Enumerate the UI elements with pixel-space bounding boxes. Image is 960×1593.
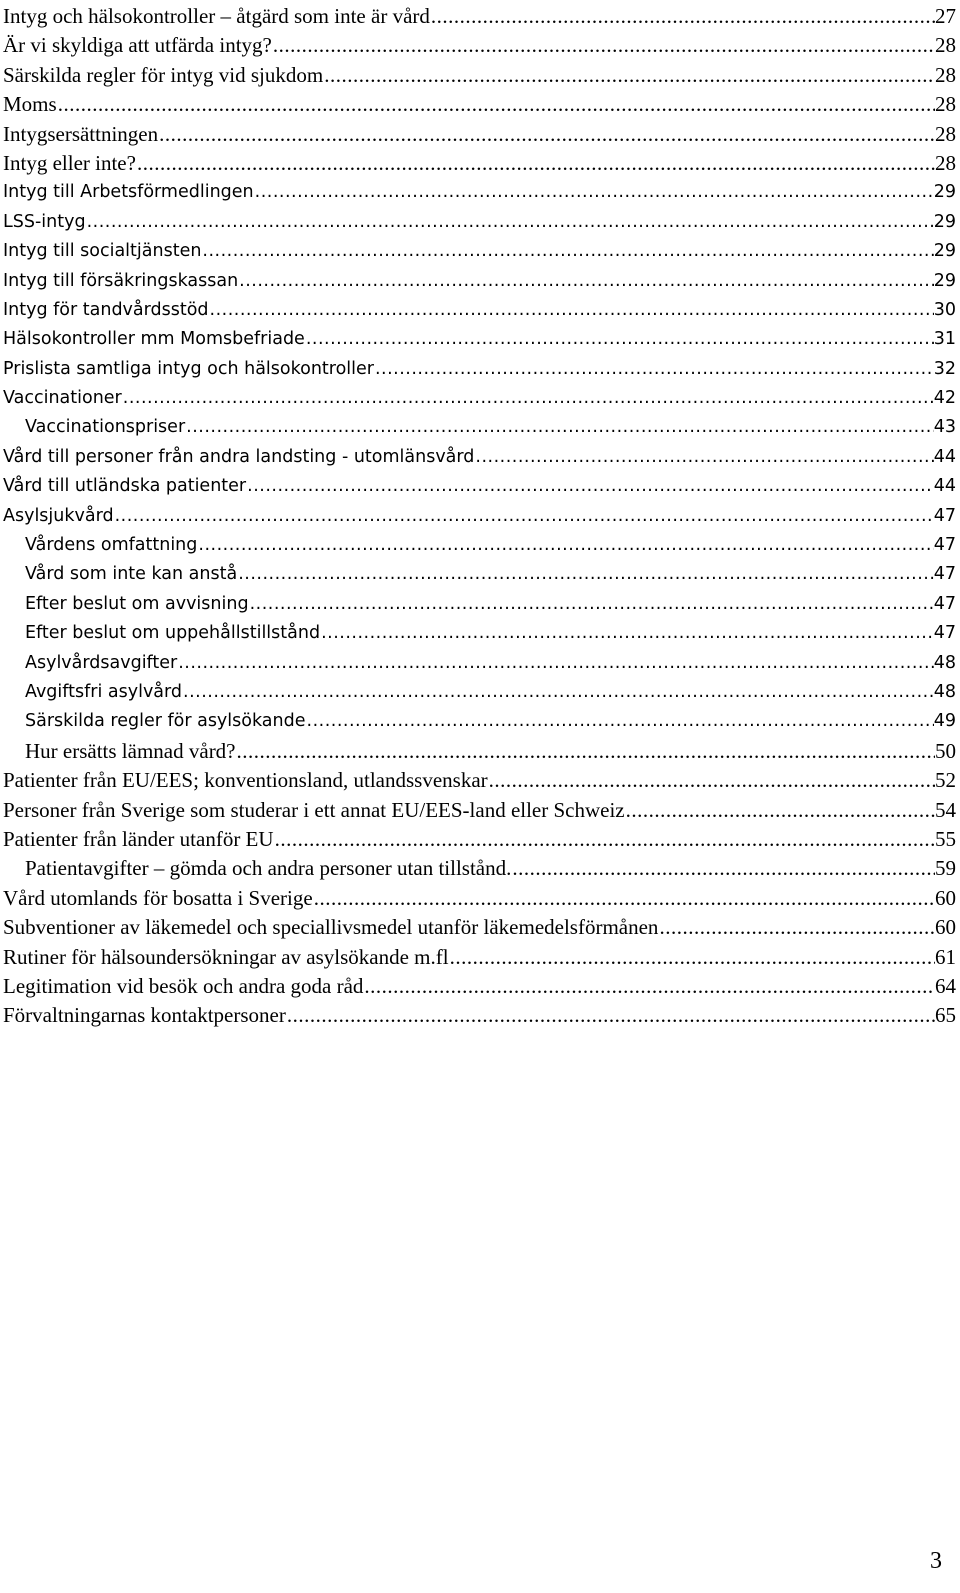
toc-entry-page: 60 xyxy=(935,885,956,910)
dot-leader xyxy=(625,796,935,825)
toc-entry-page: 61 xyxy=(935,944,956,969)
toc-entry-title: Vård utomlands för bosatta i Sverige xyxy=(3,885,313,910)
dot-leader xyxy=(363,972,935,1001)
toc-entry[interactable] xyxy=(3,943,956,972)
toc-entry-title: Moms xyxy=(3,92,57,117)
dot-leader xyxy=(86,208,934,237)
toc-entry[interactable] xyxy=(3,707,956,736)
toc-entry-title: Patientavgifter – gömda och andra personer utan tillstånd. xyxy=(25,856,512,881)
toc-entry-page: 32 xyxy=(933,358,956,379)
dot-leader xyxy=(122,384,934,413)
dot-leader xyxy=(374,355,934,384)
toc-entry-title: Vård till personer från andra landsting - utomlänsvård xyxy=(3,446,475,467)
toc-entry-page: 29 xyxy=(933,241,956,262)
dot-leader xyxy=(182,678,934,707)
toc-entry[interactable] xyxy=(3,237,956,266)
toc-entry-page: 27 xyxy=(935,4,956,28)
toc-entry[interactable] xyxy=(3,796,956,825)
toc-entry[interactable] xyxy=(3,472,956,501)
toc-entry[interactable] xyxy=(3,120,956,149)
toc-entry[interactable] xyxy=(3,296,956,325)
dot-leader xyxy=(272,31,935,60)
toc-entry-title: Särskilda regler för asylsökande xyxy=(25,711,306,732)
toc-entry-page: 31 xyxy=(933,329,956,350)
toc-entry-page: 43 xyxy=(933,417,956,438)
toc-entry-title: Subventioner av läkemedel och speciallivsmedel utanför läkemedelsförmånen xyxy=(3,915,659,940)
toc-entry-title: Intyg för tandvårdsstöd xyxy=(3,299,209,320)
toc-entry-title: Patienter från EU/EES; konventionsland, utlandssvenskar xyxy=(3,768,488,793)
dot-leader xyxy=(237,560,934,589)
toc-entry-page: 50 xyxy=(935,738,956,763)
toc-entry[interactable] xyxy=(3,325,956,354)
dot-leader xyxy=(286,1001,935,1030)
toc-entry-title: Vård som inte kan anstå xyxy=(25,564,238,585)
dot-leader xyxy=(185,413,934,442)
toc-entry[interactable] xyxy=(3,443,956,472)
toc-entry-page: 29 xyxy=(933,270,956,291)
toc-entry-page: 30 xyxy=(933,299,956,320)
toc-entry-title: Intyg till Arbetsförmedlingen xyxy=(3,182,254,203)
toc-entry-page: 28 xyxy=(935,33,956,58)
toc-entry-page: 47 xyxy=(933,505,956,526)
toc-entry-title: Intyg till socialtjänsten xyxy=(3,241,202,262)
dot-leader xyxy=(430,2,935,31)
dot-leader xyxy=(274,825,935,854)
toc-entry-title: Rutiner för hälsoundersökningar av asylsökande m.fl xyxy=(3,944,449,969)
toc-entry[interactable] xyxy=(3,531,956,560)
dot-leader xyxy=(474,443,933,472)
toc-entry-page: 64 xyxy=(935,973,956,998)
toc-entry-page: 29 xyxy=(933,182,956,203)
toc-entry-page: 60 xyxy=(935,915,956,940)
toc-entry-title: Asylvårdsavgifter xyxy=(25,652,178,673)
toc-entry-title: Patienter från länder utanför EU xyxy=(3,826,274,851)
dot-leader xyxy=(57,90,935,119)
toc-entry[interactable] xyxy=(3,619,956,648)
dot-leader xyxy=(158,120,935,149)
toc-entry-title: Legitimation vid besök och andra goda råd xyxy=(3,973,364,998)
toc-entry[interactable] xyxy=(3,1001,956,1030)
toc-entry-title: Särskilda regler för intyg vid sjukdom xyxy=(3,62,324,87)
dot-leader xyxy=(449,943,935,972)
toc-entry[interactable] xyxy=(3,884,956,913)
toc-entry[interactable] xyxy=(3,590,956,619)
toc-entry[interactable] xyxy=(3,560,956,589)
toc-entry[interactable] xyxy=(3,413,956,442)
page-number: 3 xyxy=(930,1548,942,1574)
toc-entry[interactable] xyxy=(3,766,956,795)
dot-leader xyxy=(238,267,934,296)
toc-entry-title: Vaccinationer xyxy=(3,388,122,409)
toc-entry[interactable] xyxy=(3,972,956,1001)
toc-entry-title: Förvaltningarnas kontaktpersoner xyxy=(3,1003,286,1028)
toc-entry-page: 55 xyxy=(935,826,956,851)
toc-entry-title: Personer från Sverige som studerar i ett annat EU/EES-land eller Schweiz xyxy=(3,797,625,822)
toc-entry[interactable] xyxy=(3,913,956,942)
toc-entry-page: 54 xyxy=(935,797,956,822)
toc-entry-title: Asylsjukvård xyxy=(3,505,114,526)
toc-entry-page: 28 xyxy=(935,150,956,175)
dot-leader xyxy=(305,325,934,354)
dot-leader xyxy=(114,502,934,531)
toc-entry[interactable] xyxy=(3,149,956,178)
toc-entry-page: 47 xyxy=(933,535,956,556)
toc-entry-title: Hälsokontroller mm Momsbefriade xyxy=(3,329,305,350)
toc-entry[interactable] xyxy=(3,178,956,207)
dot-leader xyxy=(488,766,935,795)
toc-entry-page: 52 xyxy=(935,768,956,793)
dot-leader xyxy=(511,854,935,883)
toc-entry-title: Är vi skyldiga att utfärda intyg? xyxy=(3,33,272,58)
dot-leader xyxy=(197,531,933,560)
dot-leader xyxy=(254,178,934,207)
toc-entry[interactable] xyxy=(3,502,956,531)
toc-entry-page: 47 xyxy=(933,623,956,644)
dot-leader xyxy=(249,590,934,619)
dot-leader xyxy=(201,237,933,266)
toc-entry-page: 59 xyxy=(935,856,956,881)
toc-entry-title: Avgiftsfri asylvård xyxy=(25,681,183,702)
toc-entry[interactable] xyxy=(3,61,956,90)
dot-leader xyxy=(320,619,934,648)
toc-entry-page: 44 xyxy=(933,446,956,467)
toc-entry[interactable] xyxy=(3,2,956,31)
dot-leader xyxy=(306,707,934,736)
dot-leader xyxy=(236,737,935,766)
toc-entry[interactable] xyxy=(3,90,956,119)
dot-leader xyxy=(136,149,935,178)
toc-entry-page: 28 xyxy=(935,62,956,87)
toc-entry-title: Vaccinationspriser xyxy=(25,417,186,438)
toc-entry-page: 29 xyxy=(933,211,956,232)
toc-entry-page: 49 xyxy=(933,711,956,732)
toc-entry-title: Intyg eller inte? xyxy=(3,150,136,175)
dot-leader xyxy=(177,649,933,678)
toc-entry-title: LSS-intyg xyxy=(3,211,86,232)
toc-entry[interactable] xyxy=(3,737,956,766)
toc-entry-page: 42 xyxy=(933,388,956,409)
toc-entry-title: Vårdens omfattning xyxy=(25,535,198,556)
toc-entry-title: Vård till utländska patienter xyxy=(3,476,247,497)
toc-entry[interactable] xyxy=(3,649,956,678)
toc-entry-page: 48 xyxy=(933,652,956,673)
toc-entry[interactable] xyxy=(3,825,956,854)
dot-leader xyxy=(209,296,934,325)
toc-entry-title: Intygsersättningen xyxy=(3,121,159,146)
toc-entry-title: Hur ersätts lämnad vård? xyxy=(25,738,236,763)
toc-entry[interactable] xyxy=(3,384,956,413)
toc-entry[interactable] xyxy=(3,355,956,384)
toc-entry-page: 44 xyxy=(933,476,956,497)
toc-entry-title: Efter beslut om uppehållstillstånd xyxy=(25,623,321,644)
toc-entry[interactable] xyxy=(3,678,956,707)
toc-entry[interactable] xyxy=(3,267,956,296)
toc-entry-page: 48 xyxy=(933,681,956,702)
table-of-contents xyxy=(3,2,956,1031)
toc-entry-title: Intyg till försäkringskassan xyxy=(3,270,239,291)
toc-entry-title: Efter beslut om avvisning xyxy=(25,593,249,614)
toc-entry-page: 28 xyxy=(935,121,956,146)
toc-entry-title: Prislista samtliga intyg och hälsokontroller xyxy=(3,358,374,379)
dot-leader xyxy=(658,913,935,942)
toc-entry[interactable] xyxy=(3,31,956,60)
toc-entry[interactable] xyxy=(3,854,956,883)
dot-leader xyxy=(323,61,935,90)
toc-entry[interactable] xyxy=(3,208,956,237)
toc-entry-title: Intyg och hälsokontroller – åtgärd som inte är vård xyxy=(3,4,430,28)
toc-entry-page: 65 xyxy=(935,1003,956,1028)
toc-entry-page: 47 xyxy=(933,593,956,614)
toc-entry-page: 47 xyxy=(933,564,956,585)
dot-leader xyxy=(246,472,934,501)
dot-leader xyxy=(313,884,935,913)
toc-entry-page: 28 xyxy=(935,92,956,117)
